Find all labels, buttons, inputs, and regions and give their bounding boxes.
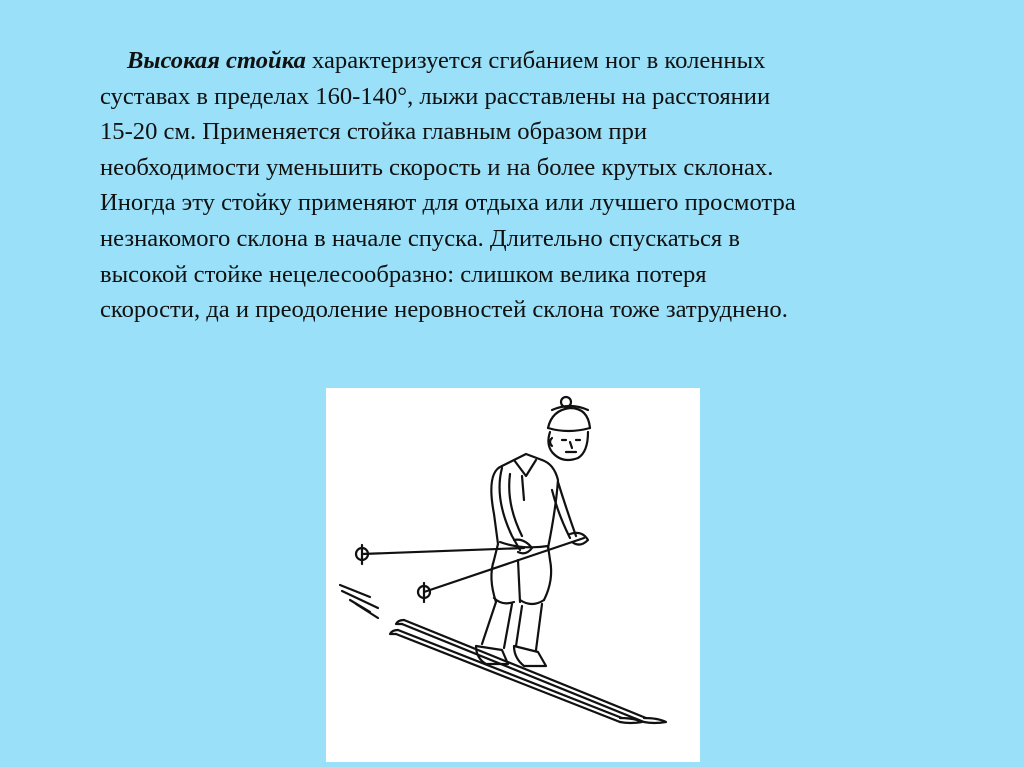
paragraph-line-1 (100, 43, 920, 79)
ski-poles (356, 538, 584, 602)
skis (390, 620, 666, 723)
skier-high-stance-illustration-icon (326, 388, 700, 762)
paragraph-line-4: необходимости уменьшить скорость и на более крутых склонах. (100, 153, 774, 181)
description-paragraph (100, 43, 920, 328)
skier-illustration (326, 388, 700, 762)
paragraph-line-2: суставах в пределах 160-140°, лыжи расставлены на расстоянии (100, 82, 771, 110)
head (548, 397, 590, 460)
paragraph-line-3: 15-20 см. Применяется стойка главным образом при (100, 118, 648, 146)
paragraph-line-1-rest: характеризуется сгибанием ног в коленных (305, 47, 766, 74)
paragraph-line-8: скорости, да и преодоление неровностей склона тоже затруднено. (100, 296, 788, 324)
paragraph-line-5: Иногда эту стойку применяют для отдыха или лучшего просмотра (100, 189, 796, 217)
lead-term: Высокая стойка (127, 47, 306, 74)
paragraph-line-7: высокой стойке нецелесообразно: слишком велика потеря (100, 260, 707, 288)
paragraph-line-6: незнакомого склона в начале спуска. Длительно спускаться в (100, 224, 740, 252)
speed-lines (340, 585, 378, 618)
